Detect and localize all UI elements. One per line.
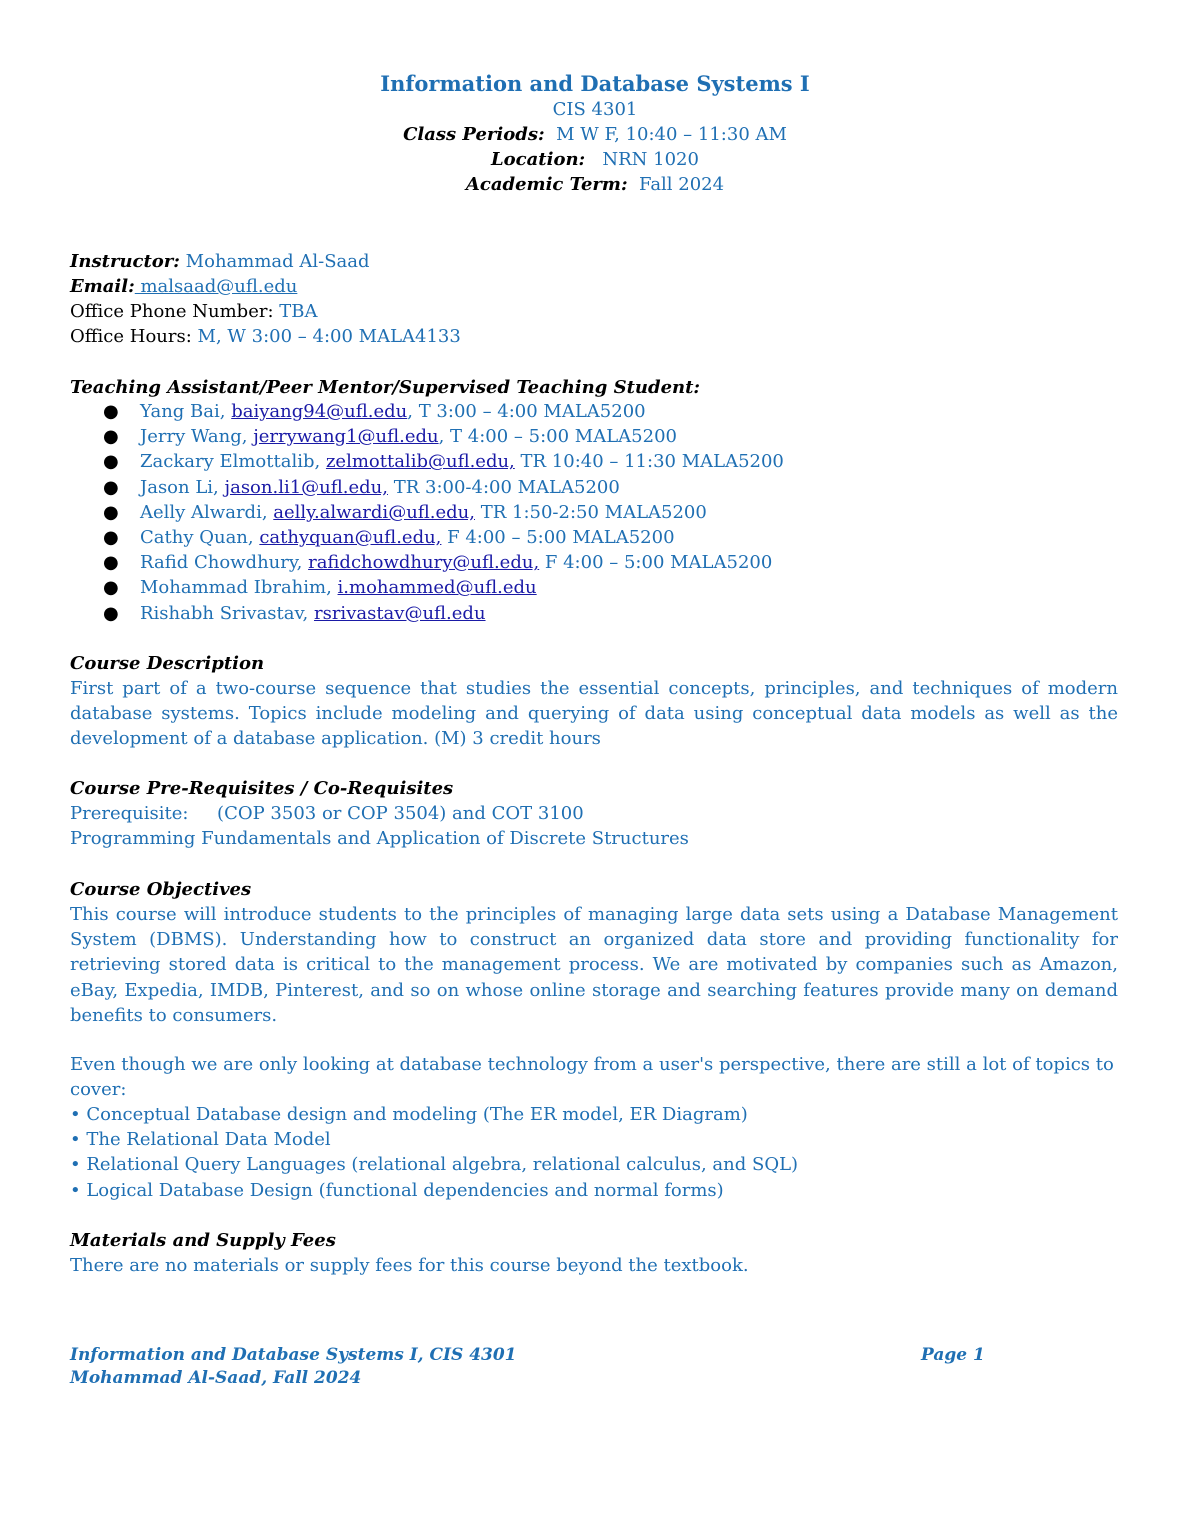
topic-item: • Relational Query Languages (relational algebra, relational calculus, and SQL) bbox=[70, 1154, 799, 1176]
course-description-heading: Course Description bbox=[70, 653, 265, 674]
ta-name: Jason Li, bbox=[140, 476, 225, 498]
bullet-icon: ● bbox=[103, 451, 119, 473]
ta-email-link[interactable]: jerrywang1@ufl.edu bbox=[253, 426, 439, 448]
bullet-icon: ● bbox=[103, 426, 119, 448]
ta-hours: TR 3:00-4:00 MALA5200 bbox=[387, 476, 620, 498]
ta-list-item bbox=[70, 475, 784, 500]
topic-item: • Conceptual Database design and modeling (The ER model, ER Diagram) bbox=[70, 1104, 748, 1125]
topic-item: • Logical Database Design (functional dependencies and normal forms) bbox=[70, 1179, 724, 1201]
location-line bbox=[0, 147, 1190, 172]
ta-hours: TR 1:50-2:50 MALA5200 bbox=[475, 501, 707, 523]
course-description-text: First part of a two-course sequence that studies the essential concepts, principles, and techniques of modern database systems. Topics include modeling and querying of data using conceptual data models as well as the development of a database application. (M) 3 credit hours bbox=[70, 678, 1118, 750]
bullet-icon: ● bbox=[103, 577, 119, 599]
ta-hours: TR 10:40 – 11:30 MALA5200 bbox=[514, 451, 784, 473]
ta-name: Rafid Chowdhury, bbox=[140, 552, 309, 574]
ta-list-item bbox=[70, 399, 784, 424]
ta-name: Aelly Alwardi, bbox=[140, 501, 274, 523]
objectives-paragraph: This course will introduce students to the principles of managing large data sets using a Database Management System (DBMS). Understanding how to construct an organized data store and providing functionality for retrieving stored data is critical to the management process. We are motivated by companies such as Amazon, eBay, Expedia, IMDB, Pinterest, and so on whose online storage and searching features provide many on demand benefits to consumers. bbox=[70, 904, 1118, 1026]
ta-email-link[interactable]: jason.li1@ufl.edu, bbox=[224, 476, 388, 498]
ta-name: Yang Bai, bbox=[140, 401, 232, 422]
ta-email-link[interactable]: cathyquan@ufl.edu, bbox=[259, 527, 442, 549]
ta-list-item bbox=[70, 424, 784, 449]
class-periods-label: Class Periods: bbox=[403, 124, 545, 145]
term-value: Fall 2024 bbox=[639, 174, 725, 195]
email-line bbox=[70, 274, 297, 299]
office-hours-label: Office Hours: bbox=[70, 326, 192, 347]
ta-hours: F 4:00 – 5:00 MALA5200 bbox=[539, 552, 773, 574]
ta-list bbox=[70, 399, 784, 626]
document-header bbox=[0, 70, 1190, 197]
term-line bbox=[0, 172, 1190, 197]
phone-value: TBA bbox=[279, 301, 318, 322]
email-label: Email: bbox=[70, 276, 135, 297]
ta-name: Zackary Elmottalib, bbox=[140, 451, 326, 473]
class-periods-value: M W F, 10:40 – 11:30 AM bbox=[556, 124, 787, 145]
location-label: Location: bbox=[491, 149, 586, 170]
ta-email-link[interactable]: i.mohammed@ufl.edu bbox=[337, 577, 537, 599]
ta-hours: , T 4:00 – 5:00 MALA5200 bbox=[438, 426, 677, 448]
ta-heading: Teaching Assistant/Peer Mentor/Supervised Teaching Student: bbox=[70, 377, 701, 398]
objectives-heading: Course Objectives bbox=[70, 879, 252, 900]
ta-list-item bbox=[70, 525, 784, 550]
ta-list-item bbox=[70, 550, 784, 575]
ta-list-item bbox=[70, 449, 784, 474]
prereq-heading: Course Pre-Requisites / Co-Requisites bbox=[70, 778, 454, 799]
ta-email-link[interactable]: rsrivastav@ufl.edu bbox=[313, 602, 486, 624]
location-value: NRN 1020 bbox=[602, 149, 699, 170]
ta-email-link[interactable]: baiyang94@ufl.edu bbox=[231, 401, 408, 422]
ta-email-link[interactable]: rafidchowdhury@ufl.edu, bbox=[308, 552, 540, 574]
topics-list bbox=[70, 1102, 798, 1203]
bullet-icon: ● bbox=[103, 602, 119, 624]
office-hours-value: M, W 3:00 – 4:00 MALA4133 bbox=[197, 326, 461, 347]
instructor-name: Mohammad Al-Saad bbox=[185, 251, 370, 272]
page-title: Information and Database Systems I bbox=[380, 71, 810, 96]
footer-instructor: Mohammad Al-Saad, Fall 2024 bbox=[70, 1368, 362, 1388]
ta-name: Mohammad Ibrahim, bbox=[140, 577, 338, 599]
instructor-line bbox=[70, 249, 370, 274]
bullet-icon: ● bbox=[103, 501, 119, 523]
ta-list-item bbox=[70, 601, 784, 626]
class-periods-line bbox=[0, 122, 1190, 147]
ta-name: Rishabh Srivastav, bbox=[140, 602, 314, 624]
phone-line bbox=[70, 299, 318, 324]
footer-page-number: Page 1 bbox=[921, 1345, 985, 1365]
prereq-description: Programming Fundamentals and Application of Discrete Structures bbox=[70, 828, 689, 849]
phone-label: Office Phone Number: bbox=[70, 301, 274, 322]
term-label: Academic Term: bbox=[465, 174, 628, 195]
bullet-icon: ● bbox=[103, 401, 119, 422]
bullet-icon: ● bbox=[103, 552, 119, 574]
ta-list-item bbox=[70, 575, 784, 600]
objectives-topics-intro: Even though we are only looking at database technology from a user's perspective, there are still a lot of topics to cover: bbox=[70, 1054, 1114, 1101]
topic-item: • The Relational Data Model bbox=[70, 1129, 331, 1151]
instructor-label: Instructor: bbox=[70, 251, 180, 272]
instructor-email-link[interactable]: malsaad@ufl.edu bbox=[140, 276, 298, 297]
ta-hours: F 4:00 – 5:00 MALA5200 bbox=[441, 527, 675, 549]
prereq-line: Prerequisite: (COP 3503 or COP 3504) and COT 3100 bbox=[70, 803, 584, 824]
ta-hours: , T 3:00 – 4:00 MALA5200 bbox=[407, 401, 646, 422]
bullet-icon: ● bbox=[103, 476, 119, 498]
materials-heading: Materials and Supply Fees bbox=[70, 1230, 336, 1251]
ta-name: Cathy Quan, bbox=[140, 527, 260, 549]
ta-email-link[interactable]: zelmottalib@ufl.edu, bbox=[325, 451, 515, 473]
ta-email-link[interactable]: aelly.alwardi@ufl.edu, bbox=[273, 501, 475, 523]
footer-course: Information and Database Systems I, CIS 4301 bbox=[70, 1345, 517, 1365]
course-code: CIS 4301 bbox=[552, 99, 638, 120]
materials-text: There are no materials or supply fees for this course beyond the textbook. bbox=[70, 1255, 749, 1276]
ta-name: Jerry Wang, bbox=[140, 426, 254, 448]
bullet-icon: ● bbox=[103, 527, 119, 549]
office-hours-line bbox=[70, 324, 461, 349]
ta-list-item bbox=[70, 500, 784, 525]
